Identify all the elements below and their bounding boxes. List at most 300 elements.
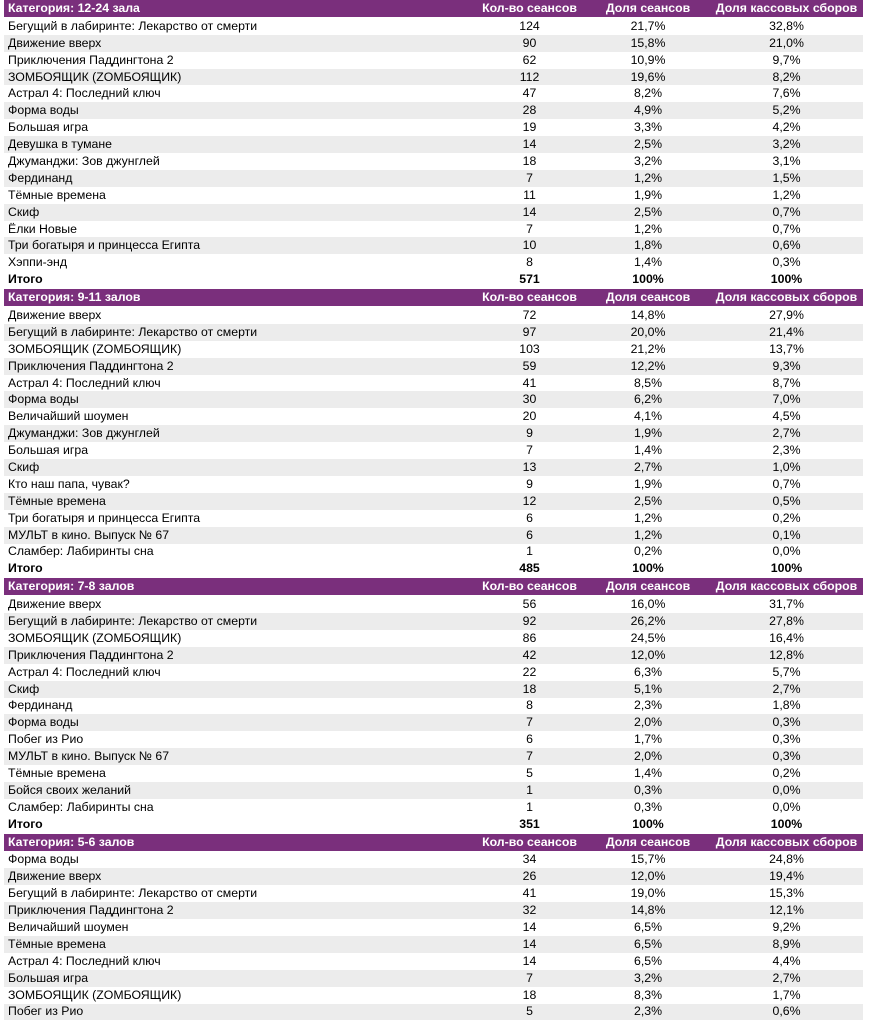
boxoffice-share: 31,7% <box>769 597 804 612</box>
film-title: Сламбер: Лабиринты сна <box>8 799 154 814</box>
session-count: 18 <box>473 681 586 698</box>
session-share: 1,2% <box>586 170 710 187</box>
total-sessions: 571 <box>473 271 586 288</box>
session-count: 20 <box>522 409 537 424</box>
film-title: Фердинанд <box>8 698 73 713</box>
table-row <box>4 52 863 69</box>
total-label: Итого <box>4 816 473 833</box>
film-title: Побег из Рио <box>4 1004 473 1021</box>
film-title: Бегущий в лабиринте: Лекарство от смерти <box>4 613 473 630</box>
column-header-share-boxoffice: Доля кассовых сборов <box>710 578 863 595</box>
table-row <box>4 493 863 510</box>
film-title: Джуманджи: Зов джунглей <box>4 425 473 442</box>
table-row <box>4 102 863 119</box>
session-share: 5,1% <box>586 681 710 698</box>
boxoffice-share: 1,0% <box>710 459 863 476</box>
session-count: 14 <box>522 920 537 935</box>
table-row <box>4 664 863 681</box>
session-share: 3,2% <box>633 153 663 168</box>
session-share: 3,3% <box>633 120 663 135</box>
boxoffice-share: 0,6% <box>710 237 863 254</box>
session-share: 4,1% <box>633 409 663 424</box>
table-row <box>4 341 863 358</box>
session-count: 59 <box>473 358 586 375</box>
total-sessions: 485 <box>473 560 586 577</box>
session-share: 6,5% <box>633 953 663 968</box>
session-count: 13 <box>473 459 586 476</box>
column-header-share-sessions: Доля сеансов <box>586 578 710 595</box>
category-title: Категория: 9-11 залов <box>4 289 473 306</box>
boxoffice-share: 19,4% <box>710 868 863 885</box>
table-row <box>4 442 863 459</box>
table-row <box>4 221 863 238</box>
total-share-boxoffice: 100% <box>710 271 863 288</box>
boxoffice-share: 0,0% <box>772 544 801 559</box>
total-share-sessions: 100% <box>586 271 710 288</box>
table-row <box>4 237 863 254</box>
film-title: Три богатыря и принцесса Египта <box>8 510 201 525</box>
session-count: 19 <box>522 120 537 135</box>
column-header-share-boxoffice: Доля кассовых сборов <box>710 0 863 17</box>
session-count: 7 <box>526 221 533 236</box>
session-share: 19,0% <box>630 886 666 901</box>
table-row <box>4 408 863 425</box>
session-count: 92 <box>473 613 586 630</box>
film-title: Бегущий в лабиринте: Лекарство от смерти <box>4 324 473 341</box>
session-share: 2,3% <box>633 698 663 713</box>
boxoffice-share: 0,3% <box>772 732 801 747</box>
table-row <box>4 459 863 476</box>
film-title: Движение вверх <box>8 307 102 322</box>
session-share: 26,2% <box>586 613 710 630</box>
boxoffice-share: 0,1% <box>710 527 863 544</box>
table-row <box>4 35 863 52</box>
film-title: Тёмные времена <box>4 936 473 953</box>
boxoffice-share: 0,0% <box>772 799 801 814</box>
session-count: 22 <box>522 664 537 679</box>
film-title: Величайший шоумен <box>8 920 129 935</box>
session-count: 7 <box>473 970 586 987</box>
film-title: ЗОМБОЯЩИК (ZОМБОЯЩИК) <box>8 987 182 1002</box>
table-row <box>4 987 863 1004</box>
film-title: Тёмные времена <box>8 187 106 202</box>
session-count: 6 <box>473 527 586 544</box>
film-title: Приключения Паддингтона 2 <box>8 52 174 67</box>
film-title: Астрал 4: Последний ключ <box>8 953 161 968</box>
session-share: 21,7% <box>630 18 666 33</box>
table-row <box>4 204 863 221</box>
session-count: 62 <box>522 52 537 67</box>
session-count: 6 <box>526 510 533 525</box>
column-header-sessions: Кол-во сеансов <box>473 578 586 595</box>
category-table <box>4 289 863 578</box>
session-count: 14 <box>473 204 586 221</box>
boxoffice-share: 8,7% <box>772 375 801 390</box>
film-title: Скиф <box>4 204 473 221</box>
film-title: Бойся своих желаний <box>4 782 473 799</box>
session-count: 42 <box>473 647 586 664</box>
category-table <box>4 0 863 289</box>
table-row <box>4 868 863 885</box>
session-count: 5 <box>526 766 533 781</box>
boxoffice-share: 9,3% <box>710 358 863 375</box>
table-row <box>4 596 863 613</box>
table-row <box>4 119 863 136</box>
column-header-sessions: Кол-во сеансов <box>473 834 586 851</box>
session-share: 15,7% <box>630 852 666 867</box>
boxoffice-share: 2,7% <box>710 970 863 987</box>
session-share: 12,0% <box>586 647 710 664</box>
session-share: 2,0% <box>586 748 710 765</box>
session-count: 9 <box>473 425 586 442</box>
session-share: 16,0% <box>630 597 666 612</box>
table-row <box>4 936 863 953</box>
film-title: Три богатыря и принцесса Египта <box>4 237 473 254</box>
session-count: 34 <box>522 852 537 867</box>
session-count: 86 <box>522 630 537 645</box>
film-title: МУЛЬТ в кино. Выпуск № 67 <box>4 527 473 544</box>
boxoffice-share: 2,7% <box>710 681 863 698</box>
film-title: ЗОМБОЯЩИК (ZОМБОЯЩИК) <box>4 69 473 86</box>
table-row <box>4 748 863 765</box>
session-share: 2,5% <box>586 493 710 510</box>
total-sessions: 351 <box>473 816 586 833</box>
session-count: 8 <box>526 698 533 713</box>
boxoffice-share: 4,4% <box>772 953 801 968</box>
total-share-sessions: 100% <box>586 560 710 577</box>
film-title: Астрал 4: Последний ключ <box>8 375 161 390</box>
table-row <box>4 307 863 324</box>
session-share: 1,7% <box>633 732 663 747</box>
category-table <box>4 578 863 833</box>
session-share: 1,2% <box>633 510 663 525</box>
film-title: Джуманджи: Зов джунглей <box>8 153 160 168</box>
boxoffice-share: 15,3% <box>769 886 804 901</box>
table-row <box>4 425 863 442</box>
session-count: 26 <box>473 868 586 885</box>
film-title: Тёмные времена <box>4 493 473 510</box>
boxoffice-share: 0,0% <box>710 782 863 799</box>
session-count: 72 <box>522 307 537 322</box>
session-count: 41 <box>522 375 537 390</box>
boxoffice-share: 21,4% <box>710 324 863 341</box>
boxoffice-share: 21,0% <box>710 35 863 52</box>
category-table <box>4 834 863 1021</box>
film-title: ЗОМБОЯЩИК (ZОМБОЯЩИК) <box>8 341 182 356</box>
session-share: 6,5% <box>586 936 710 953</box>
session-count: 7 <box>473 170 586 187</box>
session-count: 10 <box>473 237 586 254</box>
boxoffice-share: 12,8% <box>710 647 863 664</box>
boxoffice-share: 3,1% <box>772 153 801 168</box>
session-count: 124 <box>519 18 540 33</box>
total-share-sessions: 100% <box>586 816 710 833</box>
total-share-boxoffice: 100% <box>710 816 863 833</box>
session-count: 103 <box>519 341 540 356</box>
session-share: 1,4% <box>633 443 663 458</box>
boxoffice-share: 0,6% <box>710 1004 863 1021</box>
session-count: 14 <box>473 936 586 953</box>
session-share: 2,5% <box>586 204 710 221</box>
film-title: Девушка в тумане <box>4 136 473 153</box>
session-count: 1 <box>526 799 533 814</box>
boxoffice-share: 7,6% <box>772 86 801 101</box>
table-row <box>4 953 863 970</box>
session-count: 32 <box>473 902 586 919</box>
film-title: МУЛЬТ в кино. Выпуск № 67 <box>4 748 473 765</box>
table-row <box>4 153 863 170</box>
session-share: 21,2% <box>630 341 666 356</box>
table-row <box>4 613 863 630</box>
boxoffice-share: 0,5% <box>710 493 863 510</box>
table-row <box>4 1004 863 1021</box>
session-share: 4,9% <box>586 102 710 119</box>
session-count: 6 <box>526 732 533 747</box>
film-title: Движение вверх <box>4 868 473 885</box>
film-title: Движение вверх <box>4 35 473 52</box>
film-title: Бегущий в лабиринте: Лекарство от смерти <box>8 886 258 901</box>
table-row <box>4 391 863 408</box>
film-title: Сламбер: Лабиринты сна <box>8 544 154 559</box>
table-row <box>4 358 863 375</box>
total-label: Итого <box>4 271 473 288</box>
boxoffice-share: 27,8% <box>710 613 863 630</box>
table-row <box>4 765 863 782</box>
boxoffice-share: 2,3% <box>772 443 801 458</box>
film-title: Кто наш папа, чувак? <box>8 476 130 491</box>
total-share-boxoffice: 100% <box>710 560 863 577</box>
boxoffice-share: 0,2% <box>772 766 801 781</box>
session-share: 2,5% <box>586 136 710 153</box>
film-title: Форма воды <box>4 714 473 731</box>
boxoffice-share: 16,4% <box>769 630 804 645</box>
film-title: Форма воды <box>8 852 79 867</box>
boxoffice-share: 1,8% <box>772 698 801 713</box>
session-count: 47 <box>522 86 537 101</box>
session-count: 97 <box>473 324 586 341</box>
session-share: 2,0% <box>586 714 710 731</box>
column-header-share-boxoffice: Доля кассовых сборов <box>710 834 863 851</box>
film-title: Приключения Паддингтона 2 <box>4 647 473 664</box>
boxoffice-share: 27,9% <box>769 307 804 322</box>
film-title: Величайший шоумен <box>8 409 129 424</box>
table-row <box>4 902 863 919</box>
session-share: 2,3% <box>586 1004 710 1021</box>
film-title: Хэппи-энд <box>8 255 67 270</box>
table-row <box>4 698 863 715</box>
table-row <box>4 254 863 271</box>
table-row <box>4 85 863 102</box>
session-share: 8,5% <box>633 375 663 390</box>
session-share: 6,3% <box>633 664 663 679</box>
session-count: 30 <box>473 391 586 408</box>
session-count: 7 <box>473 748 586 765</box>
column-header-share-sessions: Доля сеансов <box>586 834 710 851</box>
session-count: 56 <box>522 597 537 612</box>
boxoffice-share: 0,3% <box>772 255 801 270</box>
session-share: 0,2% <box>633 544 663 559</box>
column-header-sessions: Кол-во сеансов <box>473 289 586 306</box>
category-header-row <box>4 834 863 851</box>
session-share: 19,6% <box>586 69 710 86</box>
table-row <box>4 799 863 816</box>
box-office-report <box>4 0 863 1020</box>
session-count: 12 <box>473 493 586 510</box>
session-count: 112 <box>473 69 586 86</box>
table-row <box>4 919 863 936</box>
film-title: Большая игра <box>4 970 473 987</box>
boxoffice-share: 4,5% <box>772 409 801 424</box>
boxoffice-share: 13,7% <box>769 341 804 356</box>
boxoffice-share: 7,0% <box>710 391 863 408</box>
film-title: Большая игра <box>8 120 89 135</box>
session-share: 3,2% <box>586 970 710 987</box>
table-row <box>4 714 863 731</box>
boxoffice-share: 5,2% <box>710 102 863 119</box>
session-share: 1,8% <box>586 237 710 254</box>
session-share: 10,9% <box>630 52 666 67</box>
table-row <box>4 630 863 647</box>
category-title: Категория: 7-8 залов <box>4 578 473 595</box>
session-share: 15,8% <box>586 35 710 52</box>
session-count: 18 <box>522 987 537 1002</box>
category-title: Категория: 5-6 залов <box>4 834 473 851</box>
boxoffice-share: 32,8% <box>769 18 804 33</box>
category-header-row <box>4 578 863 595</box>
session-count: 90 <box>473 35 586 52</box>
column-header-sessions: Кол-во сеансов <box>473 0 586 17</box>
film-title: Приключения Паддингтона 2 <box>4 902 473 919</box>
boxoffice-share: 1,5% <box>710 170 863 187</box>
table-row <box>4 851 863 868</box>
total-label: Итого <box>4 560 473 577</box>
session-share: 1,4% <box>633 766 663 781</box>
film-title: Скиф <box>4 681 473 698</box>
session-count: 1 <box>473 782 586 799</box>
boxoffice-share: 2,7% <box>710 425 863 442</box>
session-share: 2,7% <box>586 459 710 476</box>
film-title: Астрал 4: Последний ключ <box>8 86 161 101</box>
boxoffice-share: 0,3% <box>710 714 863 731</box>
boxoffice-share: 8,9% <box>710 936 863 953</box>
table-row <box>4 970 863 987</box>
film-title: Форма воды <box>4 391 473 408</box>
session-share: 1,9% <box>633 476 663 491</box>
session-count: 9 <box>526 476 533 491</box>
session-count: 8 <box>526 255 533 270</box>
boxoffice-share: 9,2% <box>772 920 801 935</box>
film-title: Бегущий в лабиринте: Лекарство от смерти <box>8 18 258 33</box>
film-title: Астрал 4: Последний ключ <box>8 664 161 679</box>
film-title: Побег из Рио <box>8 732 84 747</box>
film-title: Тёмные времена <box>8 766 106 781</box>
session-share: 1,2% <box>586 527 710 544</box>
session-share: 12,0% <box>586 868 710 885</box>
category-header-row <box>4 289 863 306</box>
session-share: 24,5% <box>630 630 666 645</box>
table-row <box>4 731 863 748</box>
session-count: 1 <box>526 544 533 559</box>
session-count: 14 <box>473 136 586 153</box>
table-row <box>4 681 863 698</box>
film-title: Большая игра <box>8 443 89 458</box>
column-header-share-sessions: Доля сеансов <box>586 289 710 306</box>
table-row <box>4 782 863 799</box>
table-row <box>4 510 863 527</box>
session-share: 1,9% <box>586 425 710 442</box>
session-count: 14 <box>522 953 537 968</box>
session-share: 0,3% <box>633 799 663 814</box>
session-share: 6,2% <box>586 391 710 408</box>
session-count: 5 <box>473 1004 586 1021</box>
table-row <box>4 187 863 204</box>
film-title: Движение вверх <box>8 597 102 612</box>
total-row <box>4 271 863 288</box>
session-share: 0,3% <box>586 782 710 799</box>
table-row <box>4 647 863 664</box>
table-row <box>4 544 863 561</box>
table-row <box>4 136 863 153</box>
session-count: 7 <box>473 714 586 731</box>
boxoffice-share: 12,1% <box>710 902 863 919</box>
boxoffice-share: 1,7% <box>772 987 801 1002</box>
boxoffice-share: 24,8% <box>769 852 804 867</box>
session-share: 6,5% <box>633 920 663 935</box>
session-share: 20,0% <box>586 324 710 341</box>
table-row <box>4 324 863 341</box>
boxoffice-share: 4,2% <box>772 120 801 135</box>
boxoffice-share: 0,2% <box>772 510 801 525</box>
boxoffice-share: 8,2% <box>710 69 863 86</box>
session-share: 8,3% <box>633 987 663 1002</box>
total-row <box>4 560 863 577</box>
session-count: 41 <box>522 886 537 901</box>
session-share: 1,2% <box>633 221 663 236</box>
session-share: 14,8% <box>586 902 710 919</box>
table-row <box>4 527 863 544</box>
session-count: 28 <box>473 102 586 119</box>
film-title: Форма воды <box>4 102 473 119</box>
boxoffice-share: 9,7% <box>772 52 801 67</box>
boxoffice-share: 0,7% <box>772 221 801 236</box>
session-count: 18 <box>522 153 537 168</box>
boxoffice-share: 0,7% <box>710 204 863 221</box>
session-share: 8,2% <box>633 86 663 101</box>
session-count: 11 <box>523 187 536 202</box>
table-row <box>4 69 863 86</box>
table-row <box>4 170 863 187</box>
boxoffice-share: 3,2% <box>710 136 863 153</box>
session-share: 1,9% <box>633 187 663 202</box>
film-title: ЗОМБОЯЩИК (ZОМБОЯЩИК) <box>8 630 182 645</box>
session-share: 14,8% <box>630 307 666 322</box>
boxoffice-share: 0,3% <box>710 748 863 765</box>
film-title: Фердинанд <box>4 170 473 187</box>
film-title: Скиф <box>4 459 473 476</box>
film-title: Приключения Паддингтона 2 <box>4 358 473 375</box>
total-row <box>4 816 863 833</box>
table-row <box>4 17 863 34</box>
boxoffice-share: 5,7% <box>772 664 801 679</box>
table-row <box>4 476 863 493</box>
table-row <box>4 375 863 392</box>
session-share: 1,4% <box>633 255 663 270</box>
film-title: Ёлки Новые <box>8 221 77 236</box>
column-header-share-boxoffice: Доля кассовых сборов <box>710 289 863 306</box>
boxoffice-share: 1,2% <box>772 187 801 202</box>
session-count: 7 <box>526 443 533 458</box>
boxoffice-share: 0,7% <box>772 476 801 491</box>
